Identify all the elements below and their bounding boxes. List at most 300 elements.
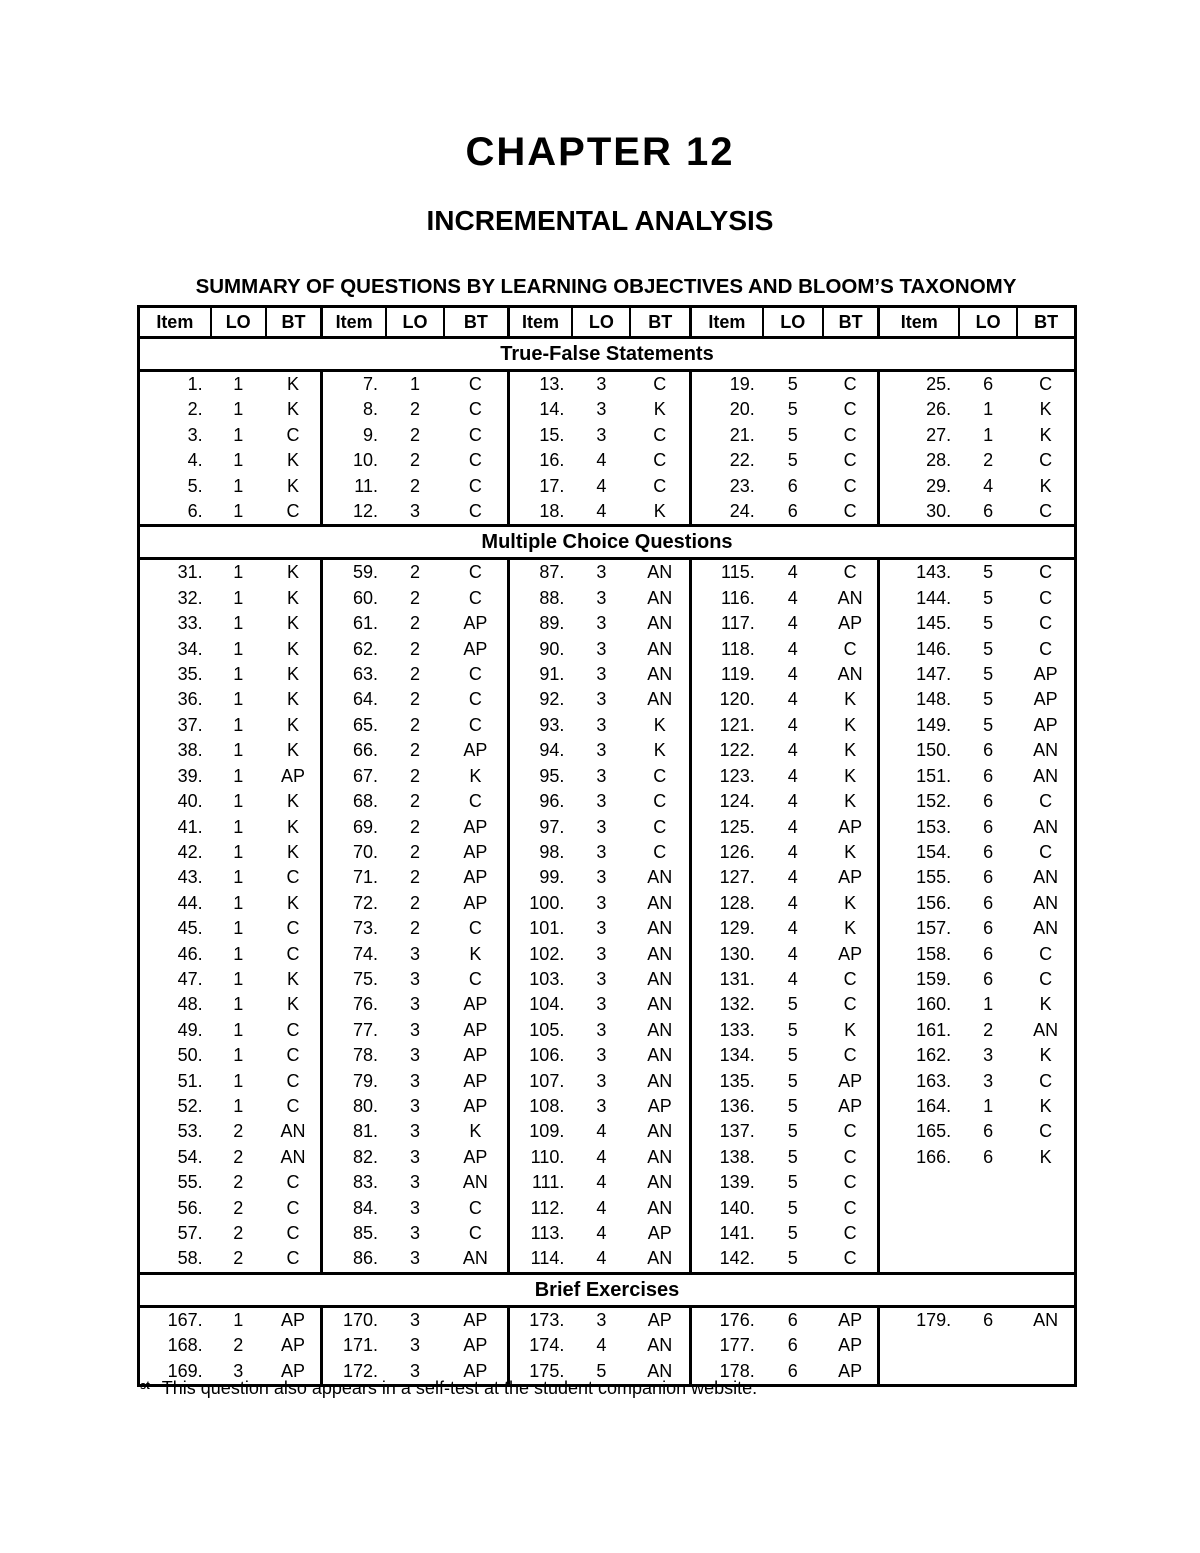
bt-cell: C	[266, 1094, 322, 1119]
lo-cell: 3	[983, 1045, 994, 1066]
lo-cell: 3	[410, 501, 421, 522]
bt-cell: K	[266, 371, 322, 398]
lo-cell: 6	[983, 892, 994, 913]
item-cell: 5.	[187, 475, 203, 496]
bt-cell: C	[1039, 638, 1053, 659]
bt-cell	[1017, 1359, 1075, 1386]
bt-cell: AP	[266, 764, 322, 789]
item-cell	[879, 1246, 959, 1273]
item-cell: 132.	[719, 994, 755, 1015]
lo-cell: 3	[410, 1045, 421, 1066]
bt-cell: AN	[1033, 1019, 1059, 1040]
lo-cell: 5	[787, 1045, 798, 1066]
lo-cell: 4	[596, 1197, 607, 1218]
header-bt-5: BT	[1017, 307, 1075, 338]
lo-cell: 3	[596, 1045, 607, 1066]
lo-cell	[959, 1333, 1017, 1358]
bt-cell: AP	[1033, 664, 1058, 685]
header-bt-1: BT	[266, 307, 322, 338]
item-cell: 64.	[352, 689, 378, 710]
bt-cell: AP	[823, 942, 879, 967]
lo-cell: 2	[410, 399, 421, 420]
lo-cell	[959, 1246, 1017, 1273]
item-cell: 161.	[916, 1019, 952, 1040]
item-cell: 146.	[916, 638, 952, 659]
footnote	[140, 1378, 757, 1399]
item-cell: 178.	[719, 1360, 755, 1381]
bt-cell: AP	[444, 738, 508, 763]
lo-cell: 1	[233, 587, 244, 608]
bt-cell: K	[630, 738, 690, 763]
item-cell: 3.	[187, 424, 203, 445]
item-cell: 59.	[352, 562, 378, 583]
item-cell: 121.	[719, 714, 755, 735]
bt-cell: AP	[266, 1306, 322, 1333]
header-item-4: Item	[691, 307, 763, 338]
lo-cell: 3	[596, 1070, 607, 1091]
item-cell: 150.	[916, 740, 952, 761]
lo-cell: 5	[983, 562, 994, 583]
table-row	[139, 397, 1076, 422]
bt-cell: AP	[444, 815, 508, 840]
bt-cell: K	[823, 1018, 879, 1043]
item-cell: 110.	[530, 1146, 565, 1167]
lo-cell: 6	[787, 1335, 798, 1356]
bt-cell: C	[444, 687, 508, 712]
lo-cell: 3	[410, 1309, 421, 1330]
bt-cell: AP	[444, 1359, 508, 1386]
lo-cell: 6	[983, 918, 994, 939]
lo-cell: 3	[596, 765, 607, 786]
bt-cell: C	[1039, 841, 1053, 862]
bt-cell	[1017, 1246, 1075, 1273]
table-row	[139, 662, 1076, 687]
bt-cell: AP	[444, 992, 508, 1017]
lo-cell: 3	[596, 892, 607, 913]
bt-cell: C	[266, 942, 322, 967]
bt-cell: AP	[444, 840, 508, 865]
chapter-title: CHAPTER 12	[465, 130, 735, 174]
item-cell: 80.	[352, 1095, 378, 1116]
bt-cell: K	[1039, 424, 1052, 445]
header-lo-1: LO	[211, 307, 266, 338]
bt-cell: C	[444, 499, 508, 526]
bt-cell: AN	[630, 611, 690, 636]
lo-cell: 4	[787, 689, 798, 710]
bt-cell: AN	[1033, 1309, 1059, 1330]
item-cell: 129.	[719, 918, 755, 939]
table-row	[139, 1145, 1076, 1170]
item-cell: 111.	[531, 1172, 565, 1193]
bt-cell: K	[823, 687, 879, 712]
bt-cell: K	[823, 916, 879, 941]
item-cell: 152.	[916, 791, 952, 812]
lo-cell: 4	[787, 638, 798, 659]
item-cell: 122.	[719, 740, 755, 761]
bt-cell: C	[266, 865, 322, 890]
item-cell: 60.	[352, 587, 378, 608]
chapter-subtitle: INCREMENTAL ANALYSIS	[426, 205, 774, 236]
item-cell: 164.	[916, 1095, 952, 1116]
bt-cell: AN	[1033, 740, 1059, 761]
lo-cell: 6	[787, 475, 798, 496]
bt-cell: K	[266, 713, 322, 738]
item-cell: 160.	[916, 994, 952, 1015]
lo-cell: 2	[410, 587, 421, 608]
lo-cell: 3	[410, 1248, 421, 1269]
bt-cell: C	[1039, 562, 1053, 583]
lo-cell: 6	[983, 791, 994, 812]
lo-cell: 4	[596, 501, 607, 522]
bt-cell: C	[266, 499, 322, 526]
item-cell: 30.	[926, 501, 952, 522]
item-cell: 127.	[719, 867, 755, 888]
bt-cell: AN	[630, 1145, 690, 1170]
bt-cell: C	[444, 559, 508, 586]
item-cell: 96.	[539, 791, 565, 812]
item-cell: 76.	[352, 994, 378, 1015]
lo-cell: 4	[596, 450, 607, 471]
bt-cell: AN	[630, 662, 690, 687]
item-cell: 124.	[719, 791, 755, 812]
bt-cell: C	[266, 1170, 322, 1195]
item-cell: 170.	[342, 1309, 378, 1330]
item-cell: 15.	[539, 424, 565, 445]
lo-cell: 1	[233, 374, 244, 394]
item-cell: 157.	[916, 918, 952, 939]
item-cell: 105.	[529, 1019, 565, 1040]
bt-cell: K	[266, 687, 322, 712]
bt-cell: K	[266, 992, 322, 1017]
lo-cell: 6	[983, 740, 994, 761]
item-cell: 58.	[177, 1248, 203, 1269]
bt-cell	[1017, 1196, 1075, 1221]
bt-cell: AN	[630, 992, 690, 1017]
item-cell: 52.	[177, 1095, 203, 1116]
bt-cell: AN	[266, 1145, 322, 1170]
lo-cell: 3	[410, 1335, 421, 1356]
lo-cell: 2	[410, 689, 421, 710]
item-cell: 46.	[177, 943, 203, 964]
lo-cell: 2	[410, 638, 421, 659]
bt-cell: K	[444, 1119, 508, 1144]
table-row	[139, 916, 1076, 941]
lo-cell: 4	[787, 816, 798, 837]
lo-cell: 5	[787, 374, 798, 394]
item-cell: 86.	[352, 1248, 378, 1269]
lo-cell: 6	[983, 943, 994, 964]
bt-cell	[1017, 1170, 1075, 1195]
bt-cell: K	[630, 499, 690, 526]
lo-cell: 3	[410, 1070, 421, 1091]
bt-cell: C	[266, 1018, 322, 1043]
item-cell: 73.	[352, 918, 378, 939]
bt-cell: AP	[266, 1359, 322, 1386]
item-cell	[879, 1221, 959, 1246]
item-cell: 106.	[529, 1045, 565, 1066]
table-row	[139, 738, 1076, 763]
lo-cell: 6	[983, 867, 994, 888]
bt-cell: AN	[630, 1119, 690, 1144]
bt-cell: C	[630, 448, 690, 473]
lo-cell: 2	[410, 892, 421, 913]
lo-cell: 6	[983, 816, 994, 837]
lo-cell: 5	[787, 1223, 798, 1243]
table-row	[139, 1333, 1076, 1358]
bt-cell: C	[823, 1196, 879, 1221]
lo-cell: 3	[410, 1146, 421, 1167]
lo-cell	[959, 1359, 1017, 1386]
lo-cell: 2	[410, 562, 421, 583]
item-cell: 40.	[177, 791, 203, 812]
item-cell: 10.	[352, 450, 378, 471]
item-cell: 141.	[719, 1223, 755, 1243]
item-cell: 118.	[721, 638, 755, 659]
bt-cell: AN	[630, 967, 690, 992]
lo-cell: 2	[410, 918, 421, 939]
item-cell: 41.	[177, 816, 203, 837]
lo-cell: 3	[596, 374, 607, 394]
lo-cell: 3	[410, 968, 421, 989]
bt-cell: AN	[1033, 892, 1059, 913]
bt-cell: AN	[630, 687, 690, 712]
lo-cell: 4	[596, 1146, 607, 1167]
lo-cell: 4	[787, 841, 798, 862]
bt-cell: AP	[266, 1333, 322, 1358]
bt-cell: C	[823, 967, 879, 992]
lo-cell: 4	[787, 943, 798, 964]
bt-cell: AP	[444, 865, 508, 890]
item-cell: 134.	[719, 1045, 755, 1066]
header-bt-3: BT	[630, 307, 690, 338]
lo-cell: 2	[233, 1223, 244, 1243]
bt-cell: C	[630, 840, 690, 865]
item-cell: 90.	[539, 638, 565, 659]
lo-cell: 3	[410, 943, 421, 964]
item-cell: 116.	[721, 587, 755, 608]
bt-cell: AP	[444, 1043, 508, 1068]
item-cell: 62.	[352, 638, 378, 659]
item-cell	[879, 1170, 959, 1195]
table-row	[139, 992, 1076, 1017]
bt-cell: C	[630, 764, 690, 789]
bt-cell: K	[630, 397, 690, 422]
lo-cell: 3	[410, 1360, 421, 1381]
bt-cell: AP	[444, 1094, 508, 1119]
bt-cell: AP	[444, 1069, 508, 1094]
lo-cell: 4	[787, 613, 798, 634]
item-cell: 176.	[719, 1309, 755, 1330]
item-cell: 91.	[539, 664, 565, 685]
item-cell: 113.	[530, 1223, 565, 1243]
lo-cell: 5	[787, 1070, 798, 1091]
lo-cell: 3	[596, 918, 607, 939]
bt-cell: K	[266, 448, 322, 473]
item-cell: 54.	[177, 1146, 203, 1167]
lo-cell: 4	[787, 791, 798, 812]
lo-cell: 2	[233, 1121, 244, 1142]
lo-cell: 3	[596, 638, 607, 659]
bt-cell: AP	[1033, 714, 1058, 735]
bt-cell: K	[266, 789, 322, 814]
bt-cell: AN	[630, 1196, 690, 1221]
item-cell: 25.	[926, 374, 952, 394]
lo-cell: 3	[596, 587, 607, 608]
lo-cell: 3	[596, 399, 607, 420]
lo-cell: 4	[787, 562, 798, 583]
lo-cell: 2	[410, 816, 421, 837]
item-cell: 97.	[539, 816, 565, 837]
bt-cell: C	[266, 1196, 322, 1221]
lo-cell: 3	[596, 841, 607, 862]
item-cell: 21.	[729, 424, 755, 445]
item-cell	[879, 1359, 959, 1386]
lo-cell: 2	[233, 1248, 244, 1269]
item-cell: 126.	[719, 841, 755, 862]
bt-cell: C	[1039, 450, 1053, 471]
bt-cell: C	[444, 448, 508, 473]
item-cell: 38.	[177, 740, 203, 761]
item-cell: 102.	[529, 943, 565, 964]
lo-cell: 4	[596, 1121, 607, 1142]
item-cell: 101.	[529, 918, 565, 939]
item-cell: 28.	[926, 450, 952, 471]
item-cell: 128.	[719, 892, 755, 913]
item-cell: 66.	[352, 740, 378, 761]
lo-cell	[959, 1196, 1017, 1221]
bt-cell: AP	[823, 1094, 879, 1119]
bt-cell: C	[823, 637, 879, 662]
lo-cell: 1	[983, 1095, 994, 1116]
lo-cell: 1	[233, 714, 244, 735]
item-cell: 115.	[721, 562, 755, 583]
bt-cell: C	[823, 474, 879, 499]
bt-cell: AP	[823, 815, 879, 840]
item-cell: 42.	[177, 841, 203, 862]
bt-cell: C	[823, 397, 879, 422]
bt-cell: K	[823, 891, 879, 916]
item-cell: 93.	[539, 714, 565, 735]
bt-cell: AP	[630, 1221, 690, 1246]
item-cell: 149.	[916, 714, 952, 735]
item-cell: 172.	[342, 1360, 378, 1381]
item-cell: 123.	[719, 765, 755, 786]
item-cell: 33.	[177, 613, 203, 634]
item-cell: 13.	[539, 374, 565, 394]
item-cell: 43.	[177, 867, 203, 888]
item-cell: 17.	[539, 475, 565, 496]
item-cell: 47.	[177, 968, 203, 989]
item-cell: 92.	[539, 689, 565, 710]
lo-cell: 2	[233, 1146, 244, 1167]
lo-cell: 3	[410, 1019, 421, 1040]
bt-cell: C	[1039, 968, 1053, 989]
table-row	[139, 1306, 1076, 1333]
item-cell: 100.	[529, 892, 565, 913]
bt-cell: AP	[444, 1018, 508, 1043]
lo-cell: 3	[596, 562, 607, 583]
lo-cell: 3	[233, 1360, 244, 1381]
item-cell: 20.	[729, 399, 755, 420]
lo-cell: 2	[233, 1172, 244, 1193]
lo-cell: 1	[233, 943, 244, 964]
lo-cell: 5	[787, 1172, 798, 1193]
bt-cell: C	[823, 1145, 879, 1170]
table-row	[139, 942, 1076, 967]
bt-cell: C	[1039, 1121, 1053, 1142]
lo-cell: 1	[233, 892, 244, 913]
item-cell: 140.	[719, 1197, 755, 1218]
section-title: True-False Statements	[139, 338, 1076, 371]
lo-cell: 4	[596, 1335, 607, 1356]
bt-cell: C	[266, 1246, 322, 1273]
item-cell: 130.	[719, 943, 755, 964]
lo-cell: 2	[233, 1197, 244, 1218]
bt-cell: K	[1039, 1045, 1052, 1066]
table-row	[139, 967, 1076, 992]
lo-cell: 3	[596, 791, 607, 812]
lo-cell: 3	[596, 664, 607, 685]
lo-cell: 3	[596, 1309, 607, 1330]
bt-cell: K	[823, 764, 879, 789]
lo-cell: 6	[983, 501, 994, 522]
item-cell: 138.	[719, 1146, 755, 1167]
item-cell: 69.	[352, 816, 378, 837]
bt-cell: K	[266, 611, 322, 636]
bt-cell: C	[444, 967, 508, 992]
table-row	[139, 474, 1076, 499]
item-cell: 1.	[187, 374, 203, 394]
bt-cell: C	[444, 397, 508, 422]
lo-cell: 1	[233, 1070, 244, 1091]
header-bt-2: BT	[444, 307, 508, 338]
bt-cell: AN	[630, 1043, 690, 1068]
item-cell: 171.	[342, 1335, 378, 1356]
lo-cell: 3	[596, 1019, 607, 1040]
table-row	[139, 840, 1076, 865]
lo-cell: 1	[233, 791, 244, 812]
lo-cell: 4	[787, 892, 798, 913]
item-cell: 119.	[721, 664, 755, 685]
bt-cell: AP	[444, 611, 508, 636]
table-row	[139, 891, 1076, 916]
bt-cell: K	[266, 397, 322, 422]
item-cell: 167.	[167, 1309, 203, 1330]
lo-cell: 3	[596, 943, 607, 964]
bt-cell: AP	[444, 1333, 508, 1358]
lo-cell: 3	[596, 689, 607, 710]
bt-cell: C	[630, 474, 690, 499]
item-cell: 78.	[352, 1045, 378, 1066]
item-cell: 136.	[719, 1095, 755, 1116]
item-cell: 144.	[916, 587, 952, 608]
footnote-text: This question also appears in a self-test at the student companion website.	[161, 1378, 758, 1398]
lo-cell: 4	[787, 918, 798, 939]
lo-cell: 3	[410, 1095, 421, 1116]
item-cell: 31.	[177, 562, 203, 583]
lo-cell: 6	[983, 1146, 994, 1167]
table-header	[139, 307, 1076, 338]
header-lo-2: LO	[386, 307, 444, 338]
lo-cell: 4	[787, 587, 798, 608]
bt-cell: C	[1039, 613, 1053, 634]
bt-cell: C	[266, 1069, 322, 1094]
item-cell: 173.	[529, 1309, 565, 1330]
lo-cell: 5	[787, 1197, 798, 1218]
item-cell: 104.	[529, 994, 565, 1015]
header-lo-5: LO	[959, 307, 1017, 338]
lo-cell: 3	[410, 1172, 421, 1193]
